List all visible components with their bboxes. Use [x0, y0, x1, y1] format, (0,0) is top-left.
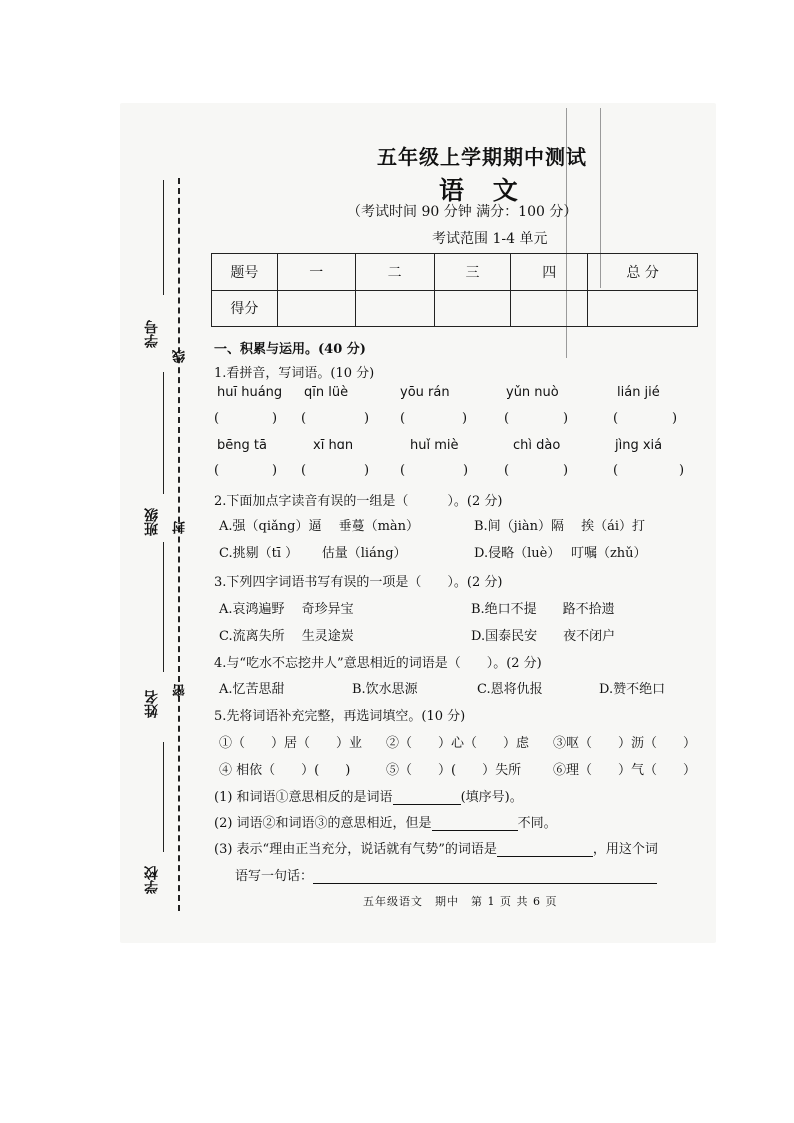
sub-question-2-tail: 不同。 [517, 816, 557, 831]
answer-blank[interactable] [393, 790, 461, 805]
name-underline-top [163, 542, 164, 672]
score-table-header-cell: 总 分 [588, 254, 698, 291]
answer-paren-open: ( [301, 411, 307, 426]
option-a[interactable]: A.忆苦思甜 [219, 682, 285, 697]
sentence-blank[interactable] [313, 869, 657, 884]
sub-question-3-sentence [235, 865, 657, 884]
idiom-blank[interactable]: ②（ ）心（ ）虑 [386, 736, 530, 751]
exam-scope: 考试范围 1-4 单元 [432, 231, 548, 247]
pinyin-item: bēng tā [217, 438, 267, 453]
line-mark: 线 [173, 350, 188, 363]
answer-paren-open: ( [613, 463, 619, 478]
score-cell[interactable] [434, 290, 511, 327]
answer-paren-open: ( [400, 411, 406, 426]
school-underline [163, 742, 164, 852]
class-underline [163, 372, 164, 494]
sub-question-2 [214, 812, 557, 831]
sub-question-3-text: (3) 表示“理由正当充分，说话就有气势”的词语是 [214, 842, 497, 857]
binding-dashed-line [178, 178, 180, 911]
score-table [211, 253, 698, 327]
class-label: 班级 [144, 508, 160, 536]
school-label: 学校 [144, 866, 160, 894]
option-a[interactable]: A.哀鸿遍野 奇珍异宝 [219, 602, 354, 617]
pinyin-item: qīn lüè [304, 385, 349, 400]
answer-blank[interactable] [497, 842, 593, 857]
answer-paren-close: ) [679, 463, 685, 478]
option-b[interactable]: B.饮水思源 [352, 682, 418, 697]
pinyin-item: chì dào [513, 438, 561, 453]
answer-paren-close: ) [272, 463, 278, 478]
score-cell[interactable] [588, 290, 698, 327]
pinyin-item: yǔn nuò [506, 385, 559, 400]
pinyin-item: yōu rán [400, 385, 450, 400]
answer-paren-close: ) [463, 463, 469, 478]
option-b[interactable]: B.间（jiàn）隔 挨（ái）打 [474, 519, 646, 534]
score-cell[interactable] [277, 290, 355, 327]
number-underline [163, 180, 164, 295]
section-heading: 一、积累与运用。(40 分) [214, 342, 366, 357]
option-d[interactable]: D.国泰民安 夜不闭户 [471, 629, 616, 644]
sentence-prompt: 语写一句话： [235, 869, 314, 884]
question-2-prompt: 2.下面加点字读音有误的一组是（ ）。(2 分) [214, 494, 503, 509]
answer-paren-close: ) [563, 411, 569, 426]
name-label: 姓名 [144, 690, 160, 718]
answer-paren-close: ) [563, 463, 569, 478]
subject-title: 语 文 [439, 176, 528, 205]
idiom-blank[interactable]: ③呕（ ）沥（ ） [553, 736, 697, 751]
score-row-label: 得分 [212, 290, 278, 327]
pinyin-item: xī hɑn [313, 438, 354, 453]
answer-blank[interactable] [432, 816, 518, 831]
sub-question-1-tail: (填序号)。 [460, 790, 523, 805]
answer-paren-open: ( [504, 411, 510, 426]
answer-paren-close: ) [672, 411, 678, 426]
answer-paren-close: ) [364, 411, 370, 426]
sub-question-1-text: (1) 和词语①意思相反的是词语 [214, 790, 393, 805]
question-5-prompt: 5.先将词语补充完整，再选词填空。(10 分) [214, 709, 466, 724]
answer-paren-open: ( [214, 463, 220, 478]
score-table-header-cell: 题号 [212, 254, 278, 291]
score-table-header-cell: 一 [277, 254, 355, 291]
sub-question-3 [214, 838, 658, 857]
idiom-blank[interactable]: ①（ ）居（ ）业 [219, 736, 363, 751]
exam-title: 五年级上学期期中测试 [377, 145, 587, 169]
score-table-header-cell: 二 [355, 254, 434, 291]
option-d[interactable]: D.赞不绝口 [599, 682, 666, 697]
exam-info: （考试时间 90 分钟 满分：100 分） [347, 204, 578, 220]
option-c[interactable]: C.流离失所 生灵途炭 [219, 629, 354, 644]
score-table-header-cell: 四 [511, 254, 588, 291]
answer-paren-close: ) [364, 463, 370, 478]
number-label: 学号 [144, 320, 160, 348]
question-4-prompt: 4.与“吃水不忘挖井人”意思相近的词语是（ ）。(2 分) [214, 656, 542, 671]
idiom-blank[interactable]: ④ 相依（ ）( ) [219, 763, 351, 778]
answer-paren-close: ) [462, 411, 468, 426]
pinyin-item: huǐ miè [410, 438, 459, 453]
pinyin-item: lián jié [617, 385, 660, 400]
sub-question-2-text: (2) 词语②和词语③的意思相近，但是 [214, 816, 432, 831]
seal-mark: 密 [173, 684, 188, 697]
option-a[interactable]: A.强（qiǎng）逼 垂蔓（màn） [219, 519, 420, 534]
option-c[interactable]: C.挑剔（tī ） 估量（liáng） [219, 546, 407, 561]
answer-paren-open: ( [613, 411, 619, 426]
option-b[interactable]: B.绝口不提 路不拾遗 [471, 602, 615, 617]
seal-mark-2: 封 [173, 521, 188, 534]
score-cell[interactable] [511, 290, 588, 327]
pinyin-item: jìng xiá [615, 438, 663, 453]
question-1-prompt: 1.看拼音，写词语。(10 分) [214, 366, 375, 381]
idiom-blank[interactable]: ⑥理（ ）气（ ） [553, 763, 697, 778]
score-table-header-cell: 三 [434, 254, 511, 291]
page-footer: 五年级语文 期中 第 1 页 共 6 页 [363, 895, 558, 908]
answer-paren-open: ( [400, 463, 406, 478]
option-d[interactable]: D.侵略（luè） 叮嘱（zhǔ） [474, 546, 647, 561]
sub-question-1 [214, 786, 523, 805]
answer-paren-open: ( [214, 411, 220, 426]
answer-paren-open: ( [504, 463, 510, 478]
answer-paren-open: ( [301, 463, 307, 478]
score-cell[interactable] [355, 290, 434, 327]
option-c[interactable]: C.恩将仇报 [477, 682, 543, 697]
answer-paren-close: ) [272, 411, 278, 426]
idiom-blank[interactable]: ⑤（ ）( ）失所 [386, 763, 522, 778]
question-3-prompt: 3.下列四字词语书写有误的一项是（ ）。(2 分) [214, 575, 503, 590]
pinyin-item: huī huáng [217, 385, 283, 400]
sub-question-3-tail: ，用这个词 [592, 842, 658, 857]
